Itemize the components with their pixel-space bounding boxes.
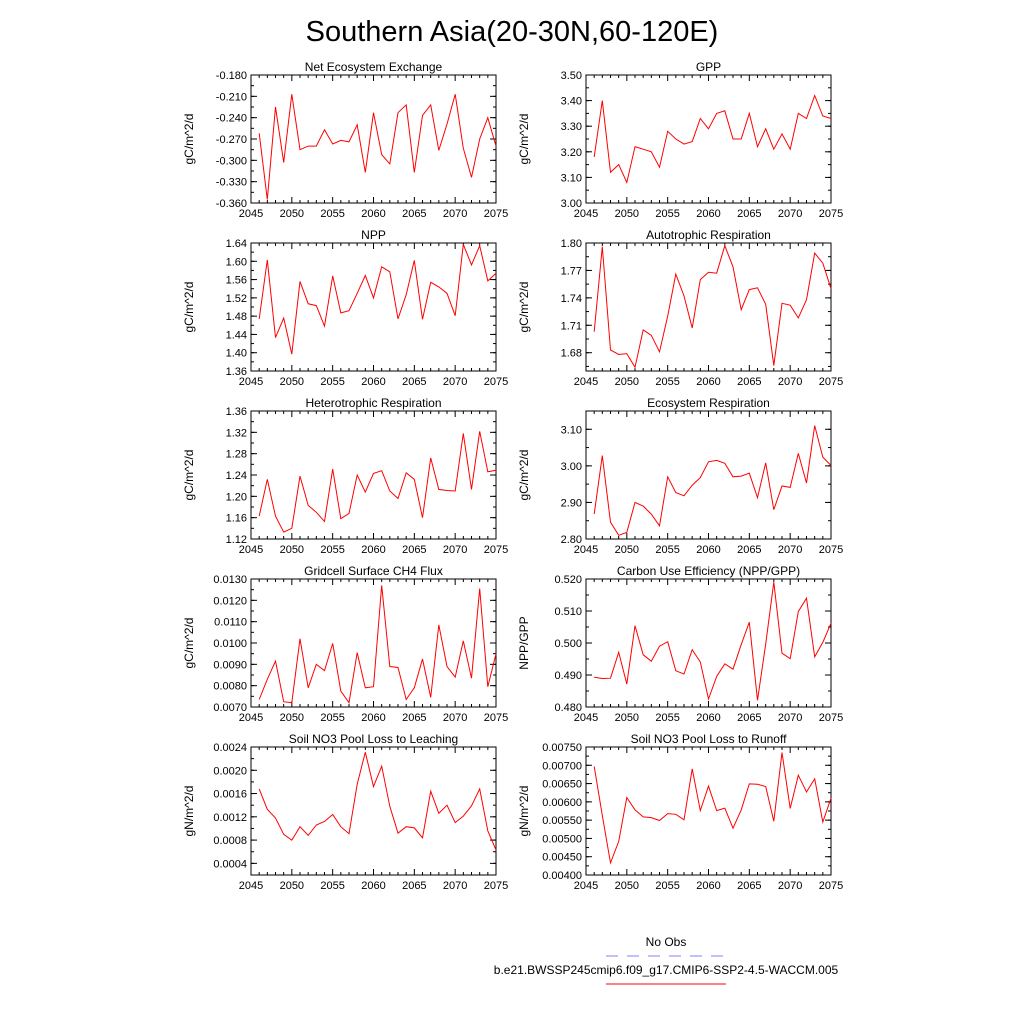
- x-tick-label: 2050: [279, 880, 305, 892]
- legend: [494, 935, 839, 984]
- series-line: [594, 246, 831, 368]
- x-tick-label: 2045: [573, 376, 599, 388]
- x-tick-label: 2050: [614, 544, 640, 556]
- plot-frame: [586, 579, 831, 707]
- panel-title: NPP: [361, 228, 386, 242]
- x-tick-label: 2070: [442, 544, 468, 556]
- y-tick-label: 2.80: [560, 534, 582, 546]
- x-tick-label: 2060: [696, 376, 721, 388]
- panel-8: [517, 564, 843, 724]
- plot-frame: [251, 747, 496, 875]
- y-tick-label: 0.0004: [213, 858, 247, 871]
- y-tick-label: 0.0080: [213, 680, 247, 693]
- panel-title: Autotrophic Respiration: [646, 228, 771, 242]
- y-tick-label: -0.270: [215, 134, 247, 146]
- x-tick-label: 2045: [573, 208, 599, 220]
- y-tick-label: 0.0130: [213, 574, 247, 586]
- series-line: [594, 426, 831, 536]
- series-line: [594, 582, 831, 700]
- x-tick-label: 2055: [655, 712, 680, 724]
- y-tick-label: 0.00750: [542, 742, 582, 754]
- x-tick-label: 2070: [777, 712, 803, 724]
- x-tick-label: 2065: [737, 544, 762, 556]
- y-axis-label: gC/m^2/d: [182, 449, 196, 501]
- y-tick-label: 1.48: [225, 311, 247, 324]
- x-tick-label: 2045: [238, 208, 264, 220]
- x-tick-label: 2045: [238, 712, 264, 724]
- plot-frame: [586, 243, 831, 371]
- panel-5: [182, 396, 508, 556]
- panel-title: Heterotrophic Respiration: [305, 396, 442, 410]
- y-tick-label: -0.300: [215, 155, 247, 168]
- x-tick-label: 2075: [818, 376, 844, 388]
- y-tick-label: 3.40: [560, 95, 582, 108]
- x-tick-label: 2055: [655, 880, 680, 892]
- x-tick-label: 2065: [402, 712, 427, 724]
- panel-title: Net Ecosystem Exchange: [304, 60, 443, 74]
- x-tick-label: 2065: [402, 208, 427, 220]
- y-tick-label: 1.20: [225, 491, 247, 504]
- legend-obs-label: No Obs: [645, 935, 687, 949]
- panel-1: [182, 60, 508, 220]
- y-tick-label: 0.0016: [213, 788, 247, 801]
- y-tick-label: 1.60: [225, 256, 247, 269]
- x-tick-label: 2045: [573, 712, 599, 724]
- panel-title: GPP: [695, 60, 722, 74]
- x-tick-label: 2060: [361, 376, 386, 388]
- x-tick-label: 2055: [320, 376, 345, 388]
- x-tick-label: 2075: [483, 376, 509, 388]
- y-tick-label: 0.0120: [213, 595, 247, 608]
- y-axis-label: gC/m^2/d: [182, 281, 196, 333]
- x-tick-label: 2060: [361, 208, 386, 220]
- x-tick-label: 2060: [361, 880, 386, 892]
- y-tick-label: 0.00650: [542, 778, 582, 791]
- series-line: [594, 96, 831, 183]
- main-title: Southern Asia(20-30N,60-120E): [305, 16, 719, 48]
- y-tick-label: 3.50: [560, 70, 582, 82]
- x-tick-label: 2075: [483, 544, 509, 556]
- x-tick-label: 2075: [818, 544, 844, 556]
- y-tick-label: 0.480: [554, 702, 582, 714]
- y-tick-label: 3.20: [560, 146, 582, 159]
- y-tick-label: 3.30: [560, 121, 582, 134]
- x-tick-label: 2065: [402, 880, 427, 892]
- y-tick-label: 1.32: [225, 427, 247, 440]
- y-tick-label: 0.0008: [213, 835, 247, 848]
- y-tick-label: 1.80: [560, 238, 582, 250]
- y-tick-label: 1.44: [225, 329, 247, 342]
- series-line: [259, 94, 496, 199]
- x-tick-label: 2075: [818, 208, 844, 220]
- y-tick-label: 1.68: [560, 347, 582, 360]
- plot-frame: [251, 243, 496, 371]
- x-tick-label: 2050: [614, 712, 640, 724]
- x-tick-label: 2065: [737, 712, 762, 724]
- y-tick-label: -0.240: [215, 112, 247, 125]
- y-tick-label: -0.180: [215, 70, 247, 82]
- x-tick-label: 2070: [777, 376, 803, 388]
- panel-7: [182, 564, 508, 724]
- y-tick-label: 0.00500: [542, 833, 582, 846]
- panel-title: Soil NO3 Pool Loss to Leaching: [288, 732, 459, 746]
- legend-model-label: b.e21.BWSSP245cmip6.f09_g17.CMIP6-SSP2-4.5-WACCM.005: [493, 963, 839, 977]
- y-tick-label: 0.0070: [213, 702, 247, 714]
- y-tick-label: 0.00450: [542, 851, 582, 864]
- x-tick-label: 2045: [573, 880, 599, 892]
- x-tick-label: 2070: [777, 880, 803, 892]
- plot-frame: [251, 411, 496, 539]
- plot-frame: [586, 411, 831, 539]
- x-tick-label: 2065: [737, 880, 762, 892]
- x-tick-label: 2070: [442, 376, 468, 388]
- x-tick-label: 2060: [361, 712, 386, 724]
- x-tick-label: 2050: [614, 376, 640, 388]
- y-axis-label: gN/m^2/d: [517, 785, 531, 837]
- y-tick-label: 0.00550: [542, 815, 582, 828]
- y-tick-label: 2.90: [560, 497, 582, 510]
- x-tick-label: 2065: [737, 376, 762, 388]
- x-tick-label: 2070: [442, 208, 468, 220]
- y-tick-label: 0.0110: [214, 616, 247, 629]
- y-tick-label: -0.360: [215, 198, 247, 210]
- y-tick-label: 1.12: [225, 534, 247, 546]
- x-tick-label: 2045: [238, 376, 264, 388]
- panel-6: [517, 396, 843, 556]
- y-tick-label: 0.490: [554, 670, 582, 682]
- series-line: [259, 752, 496, 850]
- x-tick-label: 2050: [279, 376, 305, 388]
- x-tick-label: 2065: [402, 376, 427, 388]
- y-tick-label: 0.520: [554, 574, 582, 586]
- series-line: [259, 585, 496, 702]
- y-axis-label: gC/m^2/d: [517, 113, 531, 165]
- y-axis-label: gC/m^2/d: [182, 113, 196, 165]
- x-tick-label: 2045: [573, 544, 599, 556]
- x-tick-label: 2055: [655, 544, 680, 556]
- panel-9: [182, 732, 508, 892]
- x-tick-label: 2050: [279, 544, 305, 556]
- x-tick-label: 2065: [402, 544, 427, 556]
- x-tick-label: 2055: [320, 544, 345, 556]
- y-tick-label: 3.10: [560, 172, 582, 185]
- y-tick-label: 1.16: [225, 512, 247, 525]
- panel-2: [517, 60, 843, 220]
- x-tick-label: 2070: [777, 208, 803, 220]
- y-tick-label: 3.00: [560, 460, 582, 473]
- panel-title: Gridcell Surface CH4 Flux: [304, 564, 443, 578]
- x-tick-label: 2055: [320, 880, 345, 892]
- x-tick-label: 2075: [818, 712, 844, 724]
- plot-frame: [251, 75, 496, 203]
- x-tick-label: 2050: [614, 880, 640, 892]
- x-tick-label: 2060: [696, 880, 721, 892]
- y-tick-label: 0.0012: [213, 811, 247, 824]
- x-tick-label: 2050: [614, 208, 640, 220]
- y-tick-label: 1.77: [560, 265, 582, 278]
- x-tick-label: 2045: [238, 544, 264, 556]
- panel-3: [182, 228, 508, 388]
- panel-title: Carbon Use Efficiency (NPP/GPP): [616, 564, 801, 578]
- series-line: [259, 431, 496, 532]
- y-tick-label: 3.10: [560, 424, 582, 437]
- panel-10: [517, 732, 843, 892]
- x-tick-label: 2060: [696, 208, 721, 220]
- y-axis-label: gN/m^2/d: [182, 785, 196, 837]
- series-line: [259, 244, 496, 354]
- y-tick-label: 1.40: [225, 347, 247, 360]
- y-tick-label: 1.36: [225, 406, 247, 418]
- plot-frame: [586, 747, 831, 875]
- x-tick-label: 2055: [655, 208, 680, 220]
- y-tick-label: 1.28: [225, 448, 247, 461]
- y-axis-label: gC/m^2/d: [517, 281, 531, 333]
- y-tick-label: 0.00600: [542, 796, 582, 809]
- y-tick-label: 0.510: [554, 606, 582, 618]
- panel-4: [517, 228, 843, 388]
- y-tick-label: -0.210: [215, 91, 247, 104]
- x-tick-label: 2075: [818, 880, 844, 892]
- x-tick-label: 2055: [320, 208, 345, 220]
- y-axis-label: NPP/GPP: [517, 616, 531, 670]
- y-axis-label: gC/m^2/d: [517, 449, 531, 501]
- x-tick-label: 2070: [442, 712, 468, 724]
- plot-frame: [251, 579, 496, 707]
- y-tick-label: 0.500: [554, 638, 582, 650]
- y-tick-label: 0.00400: [542, 870, 582, 882]
- x-tick-label: 2075: [483, 208, 509, 220]
- y-tick-label: 3.00: [560, 198, 582, 210]
- y-tick-label: 0.0090: [213, 659, 247, 672]
- y-tick-label: 1.36: [225, 366, 247, 378]
- panel-title: Soil NO3 Pool Loss to Runoff: [630, 732, 787, 746]
- y-tick-label: 0.0100: [213, 638, 247, 650]
- y-tick-label: -0.330: [215, 176, 247, 189]
- y-tick-label: 1.24: [225, 470, 247, 482]
- y-tick-label: 1.71: [560, 320, 582, 333]
- y-tick-label: 1.64: [225, 238, 247, 250]
- x-tick-label: 2050: [279, 208, 305, 220]
- y-tick-label: 1.74: [560, 292, 582, 305]
- x-tick-label: 2055: [320, 712, 345, 724]
- y-tick-label: 0.00700: [542, 760, 582, 773]
- x-tick-label: 2065: [737, 208, 762, 220]
- x-tick-label: 2075: [483, 880, 509, 892]
- plot-frame: [586, 75, 831, 203]
- x-tick-label: 2045: [238, 880, 264, 892]
- x-tick-label: 2070: [442, 880, 468, 892]
- x-tick-label: 2060: [696, 544, 721, 556]
- y-tick-label: 0.0024: [213, 742, 247, 754]
- panel-title: Ecosystem Respiration: [647, 396, 770, 410]
- x-tick-label: 2055: [655, 376, 680, 388]
- y-tick-label: 1.52: [225, 292, 247, 305]
- x-tick-label: 2050: [279, 712, 305, 724]
- x-tick-label: 2060: [696, 712, 721, 724]
- series-line: [594, 753, 831, 863]
- x-tick-label: 2075: [483, 712, 509, 724]
- y-tick-label: 1.56: [225, 274, 247, 287]
- x-tick-label: 2070: [777, 544, 803, 556]
- x-tick-label: 2060: [361, 544, 386, 556]
- panels: [182, 60, 843, 892]
- y-axis-label: gC/m^2/d: [182, 617, 196, 669]
- y-tick-label: 0.0020: [213, 765, 247, 778]
